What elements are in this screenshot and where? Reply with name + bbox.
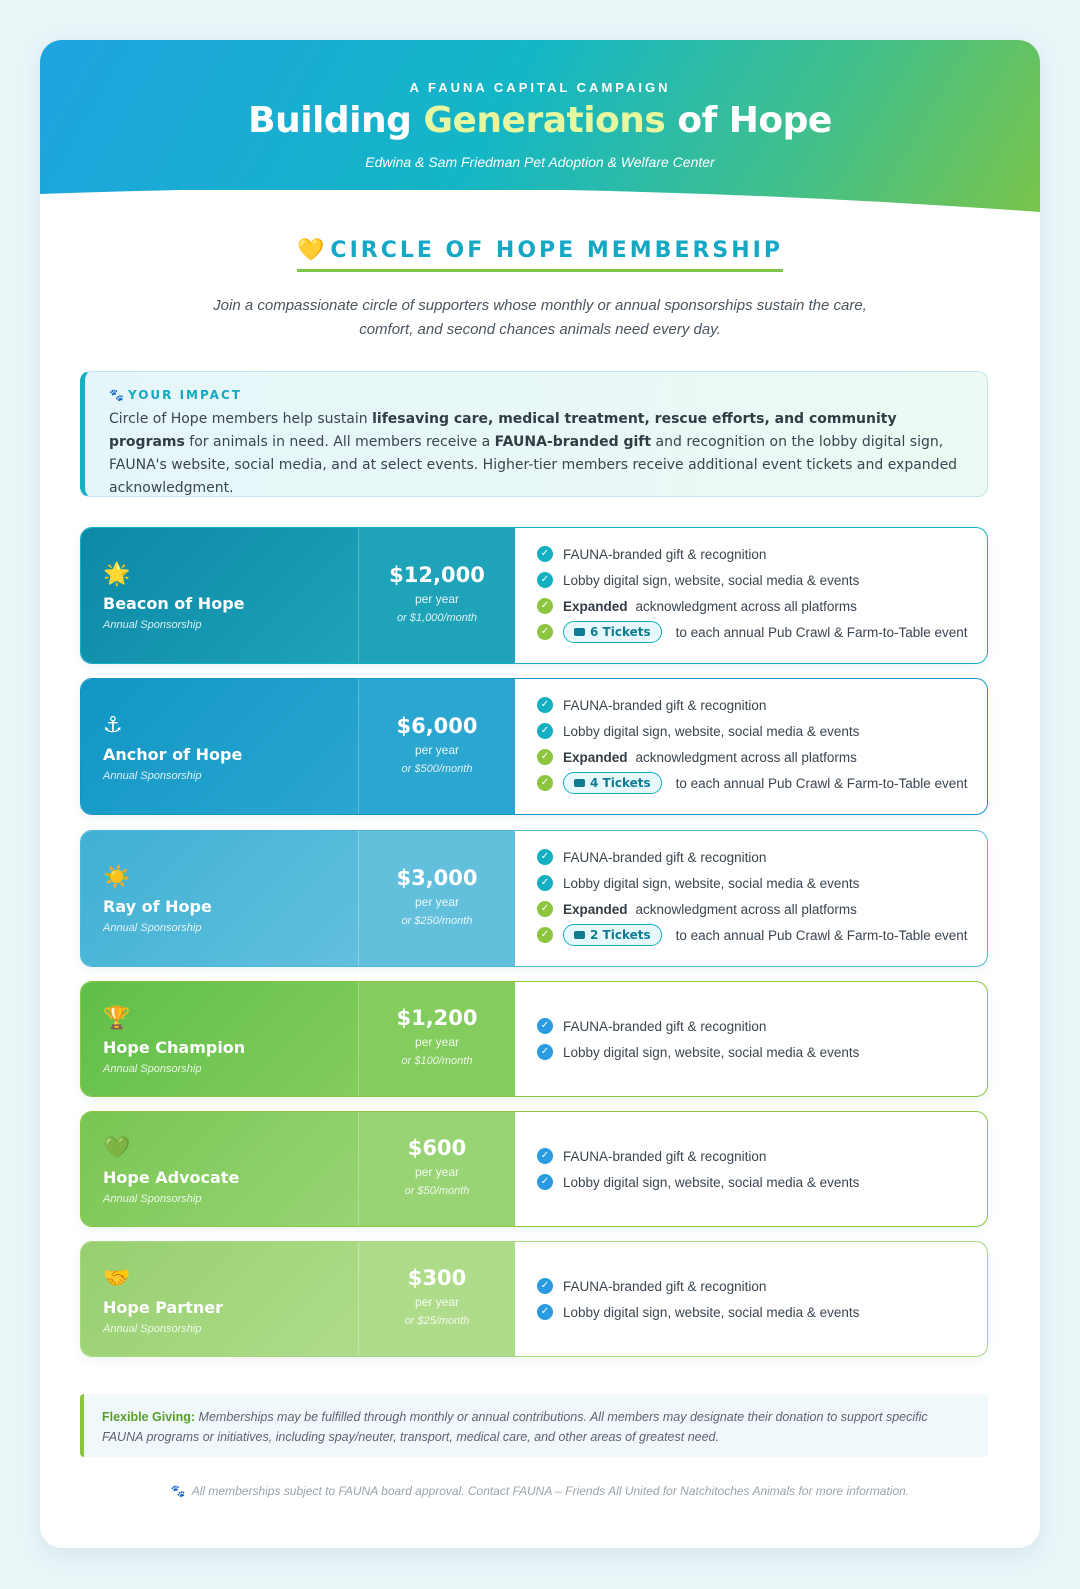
benefit-expanded: [537, 899, 857, 919]
check-icon: ✓: [537, 546, 553, 562]
intro-line-2: comfort, and second chances animals need every day.: [359, 321, 721, 338]
check-icon: ✓: [537, 875, 553, 891]
tier-name: Hope Champion: [103, 1038, 246, 1057]
tier-benefits: [515, 679, 987, 814]
ticket-count: 2 Tickets: [590, 928, 651, 942]
tier-per: per year: [414, 743, 460, 757]
intro-text: [190, 294, 890, 342]
tier-name-panel: [81, 982, 358, 1096]
check-icon: ✓: [537, 927, 553, 943]
tier-per: per year: [414, 1165, 460, 1179]
green-heart-icon: 💚: [103, 1136, 131, 1161]
check-icon: ✓: [537, 775, 553, 791]
title-highlight: Generations: [423, 100, 666, 141]
benefit-lobby: [537, 1172, 859, 1192]
tier-card: [80, 981, 988, 1097]
check-icon: ✓: [537, 1174, 553, 1190]
benefit-gift: [537, 1016, 766, 1036]
campaign-eyebrow: A FAUNA CAPITAL CAMPAIGN: [409, 80, 671, 95]
benefit-text: to each annual Pub Crawl & Farm-to-Table event: [675, 624, 968, 640]
title-part-1: Building: [248, 100, 424, 141]
tier-card: [80, 830, 988, 967]
anchor-icon: ⚓: [103, 713, 123, 738]
impact-text-c: for animals in need. All members receive a: [184, 434, 495, 450]
tier-type: Annual Sponsorship: [103, 770, 202, 782]
section-title-text: CIRCLE OF HOPE MEMBERSHIP: [330, 238, 783, 263]
check-icon: ✓: [537, 749, 553, 765]
ticket-icon: [574, 779, 585, 787]
benefit-bold: Expanded: [563, 598, 628, 614]
benefit-gift: [537, 847, 766, 867]
benefit-text: acknowledgment across all platforms: [635, 598, 857, 614]
ticket-count: 6 Tickets: [590, 625, 651, 639]
benefit-tickets: [537, 773, 968, 793]
benefit-expanded: [537, 747, 857, 767]
tier-per: per year: [414, 1295, 460, 1309]
benefit-text: FAUNA-branded gift & recognition: [563, 1148, 767, 1164]
tier-benefits: [515, 1242, 987, 1356]
membership-heading: [40, 238, 1040, 272]
ticket-count: 4 Tickets: [590, 776, 651, 790]
benefit-text: Lobby digital sign, website, social media & events: [563, 1304, 860, 1320]
footer-text: All memberships subject to FAUNA board approval. Contact FAUNA – Friends All United for Natchitoches Animals for more information.: [191, 1484, 910, 1498]
tier-type: Annual Sponsorship: [103, 1323, 202, 1335]
tier-per: per year: [414, 592, 460, 606]
benefit-lobby: [537, 1302, 859, 1322]
tier-name: Ray of Hope: [103, 897, 212, 916]
footer: [40, 1484, 1040, 1498]
benefit-text: FAUNA-branded gift & recognition: [563, 1018, 767, 1034]
benefit-text: FAUNA-branded gift & recognition: [563, 546, 767, 562]
trophy-icon: 🏆: [103, 1006, 131, 1031]
tier-benefits: [515, 831, 987, 966]
tier-type: Annual Sponsorship: [103, 619, 202, 631]
title-part-2: of Hope: [665, 100, 832, 141]
sun-icon: ☀️: [103, 865, 131, 890]
tier-card: [80, 1111, 988, 1227]
check-icon: ✓: [537, 1018, 553, 1034]
tier-name: Hope Partner: [103, 1298, 224, 1317]
tier-name-panel: [81, 1242, 358, 1356]
impact-text-a: Circle of Hope members help sustain: [109, 411, 373, 427]
tier-monthly: or $500/month: [401, 763, 473, 775]
benefit-bold: Expanded: [563, 901, 628, 917]
benefit-gift: [537, 695, 766, 715]
benefit-text: Lobby digital sign, website, social media & events: [563, 1044, 860, 1060]
tier-price-panel: [358, 831, 515, 966]
benefit-expanded: [537, 596, 857, 616]
benefit-text: FAUNA-branded gift & recognition: [563, 849, 767, 865]
tier-name-panel: [81, 831, 358, 966]
check-icon: ✓: [537, 598, 553, 614]
heart-icon: 💛: [297, 238, 325, 263]
tier-benefits: [515, 982, 987, 1096]
impact-text: [109, 408, 963, 500]
tier-monthly: or $25/month: [404, 1315, 470, 1327]
ticket-badge: [563, 621, 662, 643]
benefit-gift: [537, 1146, 766, 1166]
tier-type: Annual Sponsorship: [103, 1193, 202, 1205]
check-icon: ✓: [537, 1304, 553, 1320]
tier-card: [80, 1241, 988, 1357]
tier-price: $3,000: [396, 866, 478, 890]
paw-icon: 🐾: [109, 388, 124, 402]
benefit-text: to each annual Pub Crawl & Farm-to-Table event: [675, 927, 968, 943]
tier-price: $12,000: [389, 563, 485, 587]
benefit-text: Lobby digital sign, website, social media & events: [563, 723, 860, 739]
tier-price: $300: [407, 1266, 467, 1290]
tier-name: Anchor of Hope: [103, 745, 243, 764]
tier-card: [80, 678, 988, 815]
check-icon: ✓: [537, 1044, 553, 1060]
star-icon: 🌟: [103, 562, 131, 587]
benefit-tickets: [537, 622, 968, 642]
benefit-bold: Expanded: [563, 749, 628, 765]
tier-price-panel: [358, 679, 515, 814]
impact-text-e: and recognition on the lobby digital sign, FAUNA's website, social media, and at select events. Higher-tier members receive additional event tickets and expanded acknowledgment.: [109, 434, 958, 496]
check-icon: ✓: [537, 1278, 553, 1294]
benefit-lobby: [537, 873, 859, 893]
tier-name: Hope Advocate: [103, 1168, 240, 1187]
paw-icon: 🐾: [170, 1484, 186, 1498]
ticket-badge: [563, 924, 662, 946]
campaign-card: [40, 40, 1040, 1548]
benefit-text: FAUNA-branded gift & recognition: [563, 1278, 767, 1294]
tier-monthly: or $1,000/month: [396, 612, 478, 624]
benefit-tickets: [537, 925, 968, 945]
tier-price-panel: [358, 528, 515, 663]
tier-price-panel: [358, 1112, 515, 1226]
impact-text-d: FAUNA-branded gift: [494, 434, 652, 450]
check-icon: ✓: [537, 1148, 553, 1164]
check-icon: ✓: [537, 901, 553, 917]
impact-label-text: YOUR IMPACT: [127, 388, 242, 402]
tier-benefits: [515, 1112, 987, 1226]
check-icon: ✓: [537, 849, 553, 865]
tier-type: Annual Sponsorship: [103, 1063, 202, 1075]
benefit-text: to each annual Pub Crawl & Farm-to-Table event: [675, 775, 968, 791]
tier-name-panel: [81, 1112, 358, 1226]
benefit-lobby: [537, 721, 859, 741]
benefit-text: FAUNA-branded gift & recognition: [563, 697, 767, 713]
page-title: [40, 100, 1040, 141]
tier-per: per year: [414, 1035, 460, 1049]
tier-name: Beacon of Hope: [103, 594, 245, 613]
tier-price-panel: [358, 982, 515, 1096]
tier-price: $6,000: [396, 714, 478, 738]
check-icon: ✓: [537, 624, 553, 640]
handshake-icon: 🤝: [103, 1266, 131, 1291]
benefit-lobby: [537, 570, 859, 590]
tier-benefits: [515, 528, 987, 663]
impact-label: [109, 388, 963, 402]
check-icon: ✓: [537, 723, 553, 739]
note-label: Flexible Giving:: [102, 1410, 196, 1424]
tier-name-panel: [81, 679, 358, 814]
ticket-icon: [574, 628, 585, 636]
hero-curve: [40, 190, 1040, 242]
tier-type: Annual Sponsorship: [103, 922, 202, 934]
tier-name-panel: [81, 528, 358, 663]
section-title: [297, 238, 783, 272]
tier-monthly: or $50/month: [404, 1185, 470, 1197]
benefit-text: acknowledgment across all platforms: [635, 901, 857, 917]
tier-price: $600: [407, 1136, 467, 1160]
benefit-gift: [537, 1276, 766, 1296]
note-text: Memberships may be fulfilled through monthly or annual contributions. All members may designate their donation to support specific FAUNA programs or initiatives, including spay/neuter, transport, medical care, and other areas of greatest need.: [102, 1410, 928, 1444]
benefit-lobby: [537, 1042, 859, 1062]
benefit-text: acknowledgment across all platforms: [635, 749, 857, 765]
tier-price-panel: [358, 1242, 515, 1356]
benefit-text: Lobby digital sign, website, social media & events: [563, 875, 860, 891]
center-subtitle: Edwina & Sam Friedman Pet Adoption & Welfare Center: [365, 154, 715, 170]
ticket-icon: [574, 931, 585, 939]
benefit-text: Lobby digital sign, website, social media & events: [563, 572, 860, 588]
tier-per: per year: [414, 895, 460, 909]
tier-monthly: or $250/month: [401, 915, 473, 927]
check-icon: ✓: [537, 572, 553, 588]
tier-monthly: or $100/month: [401, 1055, 473, 1067]
impact-text-b: lifesaving care, medical treatment, rescue efforts, and community programs: [109, 411, 897, 450]
benefit-text: Lobby digital sign, website, social media & events: [563, 1174, 860, 1190]
tier-card: [80, 527, 988, 664]
ticket-badge: [563, 772, 662, 794]
hero-banner: [40, 40, 1040, 240]
tier-price: $1,200: [396, 1006, 478, 1030]
intro-line-1: Join a compassionate circle of supporters whose monthly or annual sponsorships sustain the care,: [213, 297, 867, 314]
check-icon: ✓: [537, 697, 553, 713]
benefit-gift: [537, 544, 766, 564]
impact-box: [80, 371, 988, 497]
flexible-giving-note: [80, 1394, 988, 1457]
